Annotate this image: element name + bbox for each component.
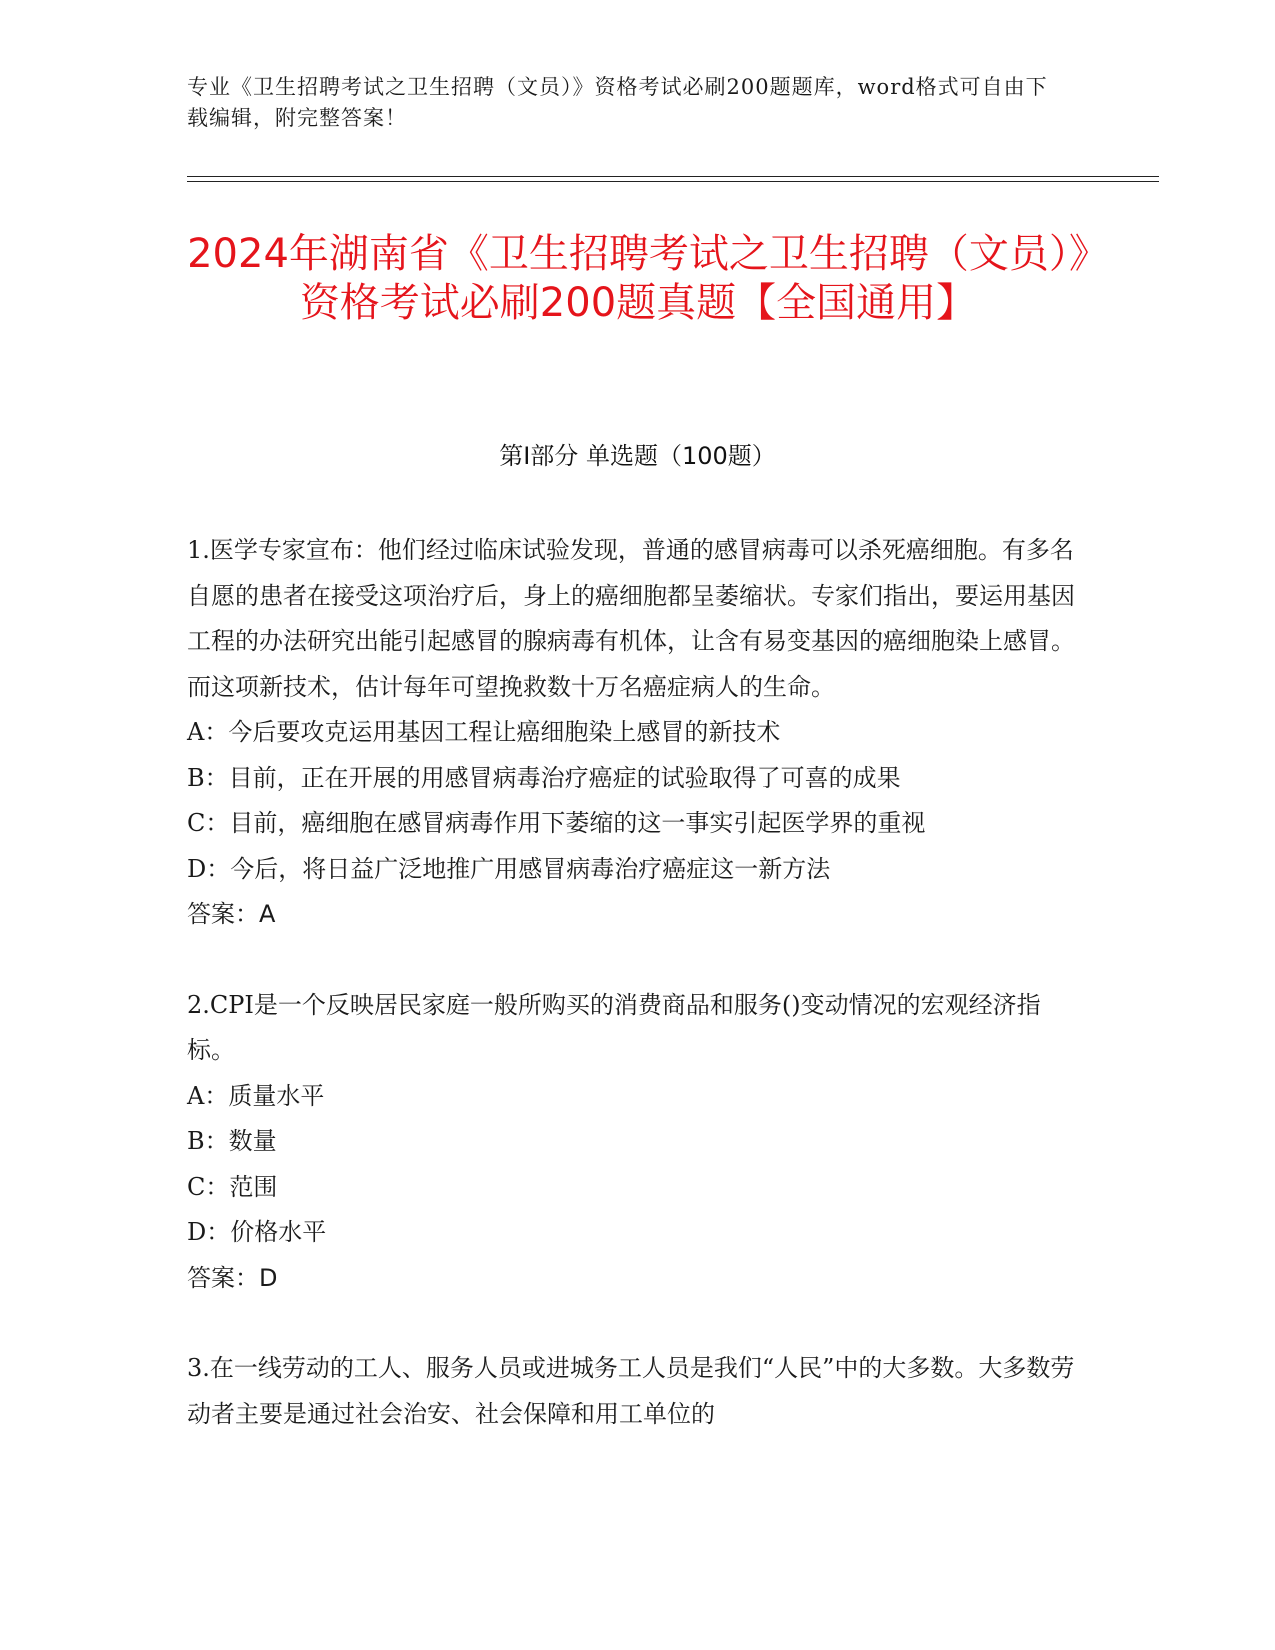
question-stem: 2.CPI是一个反映居民家庭一般所购买的消费商品和服务()变动情况的宏观经济指标。 bbox=[187, 990, 1041, 1064]
option-d: D：今后，将日益广泛地推广用感冒病毒治疗癌症这一新方法 bbox=[187, 854, 831, 883]
question-2 bbox=[187, 983, 1087, 1302]
page-header: 专业《卫生招聘考试之卫生招聘（文员）》资格考试必刷200题题库，word格式可自由下载编辑，附完整答案！ bbox=[187, 75, 1048, 130]
option-b: B：数量 bbox=[187, 1127, 277, 1155]
option-c: C：目前，癌细胞在感冒病毒作用下萎缩的这一事实引起医学界的重视 bbox=[187, 809, 926, 837]
question-stem: 3.在一线劳动的工人、服务人员或进城务工人员是我们“人民”中的大多数。大多数劳动者主要是通过社会治安、社会保障和用工单位的 bbox=[187, 1354, 1075, 1428]
document-title: 2024年湖南省《卫生招聘考试之卫生招聘（文员）》资格考试必刷200题真题【全国通用】 bbox=[187, 231, 1089, 326]
header-rule-top bbox=[187, 176, 1159, 177]
option-a: A：质量水平 bbox=[187, 1081, 325, 1110]
answer: 答案：D bbox=[187, 1263, 278, 1292]
question-3 bbox=[187, 1346, 1087, 1437]
option-c: C：范围 bbox=[187, 1172, 278, 1201]
question-list bbox=[187, 528, 1087, 1482]
option-b: B：目前，正在开展的用感冒病毒治疗癌症的试验取得了可喜的成果 bbox=[187, 763, 901, 792]
answer: 答案：A bbox=[187, 900, 276, 928]
question-1 bbox=[187, 528, 1087, 938]
header-rule-bottom bbox=[187, 181, 1159, 182]
option-a: A：今后要攻克运用基因工程让癌细胞染上感冒的新技术 bbox=[187, 718, 781, 746]
question-stem: 1.医学专家宣布：他们经过临床试验发现，普通的感冒病毒可以杀死癌细胞。有多名自愿的患者在接受这项治疗后，身上的癌细胞都呈萎缩状。专家们指出，要运用基因工程的办法研究出能引起感冒的腺病毒有机体，让含有易变基因的癌细胞染上感冒。而这项新技术，估计每年可望挽救数十万名癌症病人的生命。 bbox=[187, 536, 1075, 701]
section-heading: 第I部分 单选题（100题） bbox=[499, 442, 776, 470]
option-d: D：价格水平 bbox=[187, 1218, 327, 1246]
